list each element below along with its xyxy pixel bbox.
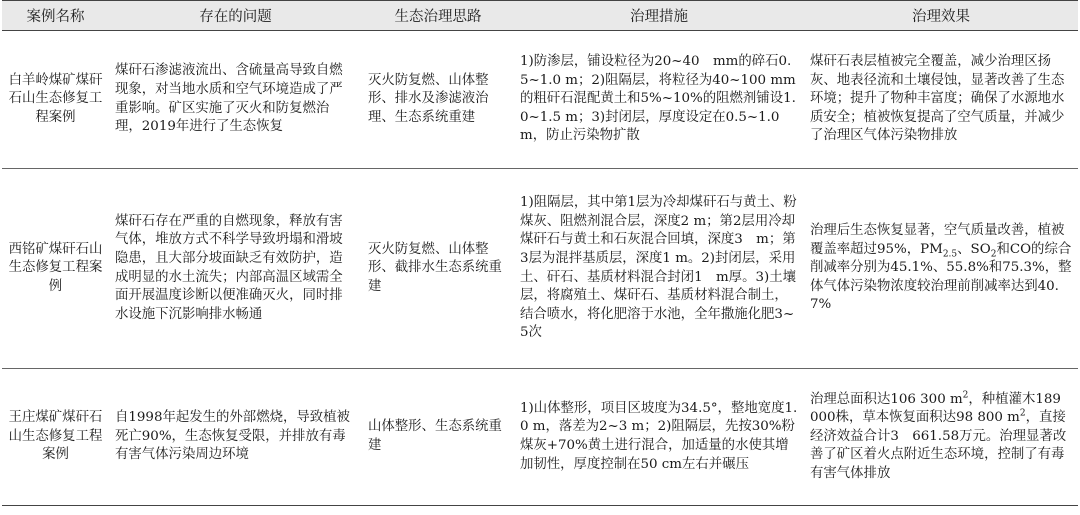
area-superscript: 2: [1019, 408, 1026, 419]
table-row: [2, 369, 1078, 506]
measures-cell: 1)阻隔层，其中第1层为冷却煤矸石与黄土、粉煤灰、阻燃剂混合层，深度2 m；第2层用冷却煤矸石与黄土和石灰混合回填，深度3 m；第3层为混拌基质层，深度1 m。2)封闭层，采用土、矸石、基质材料混合封闭1 m厚。3)土壤层，将腐殖土、煤矸石、基质材料混合制土，结合喷水，将化肥溶于水池，全年撒施化肥3~5次: [514, 169, 804, 369]
area-superscript: 2: [962, 390, 969, 401]
case-name-cell: 西铭矿煤矸石山生态修复工程案例: [2, 169, 109, 369]
table-header-row: [2, 1, 1078, 31]
approach-cell: 山体整形、生态系统重建: [362, 369, 514, 506]
header-approach: 生态治理思路: [362, 1, 514, 31]
approach-cell: 灭火防复燃、山体整形、排水及渗滤液治理、生态系统重建: [362, 31, 514, 169]
case-table: [2, 0, 1078, 506]
effect-text: ，种植灌木189 000株，草本恢复面积达98 800 m: [810, 391, 1061, 426]
table-row: [2, 31, 1078, 169]
measures-cell: 1)山体整形，项目区坡度为34.5°，整地宽度1.0 m，落差为2~3 m；2)阻隔层，先按30%粉煤灰+70%黄土进行混合，加适量的水使其增加韧性，厚度控制在50 cm左右并碾压: [514, 369, 804, 506]
problem-cell: 煤矸石渗滤液流出、含硫量高导致自燃现象，对当地水质和空气环境造成了严重影响。矿区实施了灭火和防复燃治理，2019年进行了生态恢复: [109, 31, 362, 169]
header-effect: 治理效果: [804, 1, 1078, 31]
effect-text: ，直接经济效益合计3 661.58万元。治理显著改善了矿区着火点附近生态环境，控制了有毒有害气体排放: [810, 410, 1067, 481]
effect-cell: [804, 169, 1078, 369]
effect-text: 治理后生态恢复显著，空气质量改善，植被覆盖率超过95%，PM: [810, 223, 1065, 257]
table-row: [2, 169, 1078, 369]
effect-cell: [804, 369, 1078, 506]
measures-cell: 1)防渗层，铺设粒径为20~40 mm的碎石0.5~1.0 m；2)阻隔层，将粒径为40~100 mm的粗矸石混配黄土和5%~10%的阻燃剂铺设1.0~1.5 m；3)封闭层，厚度设定在0.5~1.0 m，防止污染物扩散: [514, 31, 804, 169]
header-problem: 存在的问题: [109, 1, 362, 31]
effect-text: 、SO: [957, 241, 991, 257]
effect-text: 和CO的综合削减率分别为45.1%、55.8%和75.3%，整体气体污染物浓度较治理前削减率达到40.7%: [810, 241, 1072, 313]
approach-cell: 灭火防复燃、山体整形、截排水生态系统重建: [362, 169, 514, 369]
so2-subscript: 2: [990, 249, 997, 260]
effect-cell: 煤矸石表层植被完全覆盖，减少治理区扬灰、地表径流和土壤侵蚀，显著改善了生态环境；提升了物种丰富度；确保了水源地水质安全；植被恢复提高了空气质量，并减少了治理区气体污染物排放: [804, 31, 1078, 169]
header-case-name: 案例名称: [2, 1, 109, 31]
effect-text: 治理总面积达106 300 m: [810, 391, 963, 407]
case-name-cell: 王庄煤矿煤矸石山生态修复工程案例: [2, 369, 109, 506]
header-measures: 治理措施: [514, 1, 804, 31]
problem-cell: 煤矸石存在严重的自燃现象，释放有害气体，堆放方式不科学导致坍塌和滑坡隐患，且大部分坡面缺乏有效防护，造成明显的水土流失；内部高温区域需全面开展温度诊断以便准确灭火，同时排水设施下沉影响排水畅通: [109, 169, 362, 369]
case-name-cell: 白羊岭煤矿煤矸石山生态修复工程案例: [2, 31, 109, 169]
problem-cell: 自1998年起发生的外部燃烧，导致植被死亡90%，生态恢复受限，并排放有毒有害气体污染周边环境: [109, 369, 362, 506]
pm-subscript: 2.5: [942, 249, 958, 260]
